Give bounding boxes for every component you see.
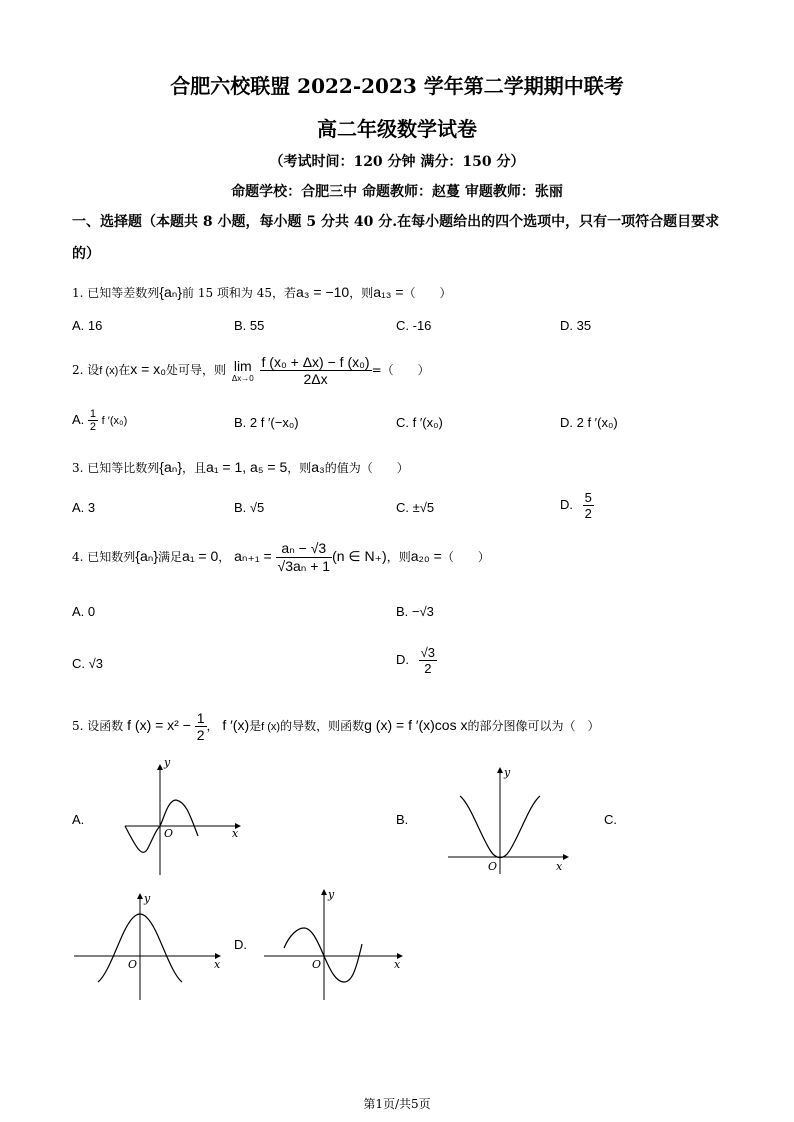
graph-d-curve xyxy=(284,928,362,982)
graph-c xyxy=(70,890,225,1005)
q1-option-b: B. 55 xyxy=(234,318,265,333)
q4-option-c: C. √3 xyxy=(72,656,103,671)
question-2 xyxy=(72,354,430,387)
q1-ask: a₁₃ = xyxy=(373,284,404,300)
q4-text: 已知数列 xyxy=(87,550,136,564)
exam-title: 合肥六校联盟 2022-2023 学年第二学期期中联考 xyxy=(170,74,624,98)
question-3 xyxy=(72,459,409,476)
graph-a-y-label: y xyxy=(164,760,171,769)
q2-fraction xyxy=(260,354,372,387)
q1-condition: a₃ = −10 xyxy=(296,284,350,300)
graph-b-x-label: x xyxy=(556,860,563,873)
q3-option-a: A. 3 xyxy=(72,500,96,515)
graph-b-y-label: y xyxy=(504,766,511,779)
q5-option-a-label: A. xyxy=(72,812,85,827)
exam-info: （考试时间：120 分钟 满分：150 分） xyxy=(269,154,525,170)
graph-d-x-label: x xyxy=(394,958,401,971)
q2-number: 2. xyxy=(72,363,84,377)
q2-opt-a-tail: f ′(x₀) xyxy=(101,414,128,427)
graph-d xyxy=(262,886,407,1004)
graph-c-y-label: y xyxy=(144,892,151,905)
q3-text: ，则 xyxy=(287,461,312,475)
page-footer: 第1页/共5页 xyxy=(363,1097,431,1111)
q4-paren: （ ） xyxy=(441,550,490,564)
q3-condition: a₁ = 1, a₅ = 5 xyxy=(206,459,288,475)
q2-x0: x = x₀ xyxy=(130,361,167,377)
q3-text: 的值为（ ） xyxy=(324,461,409,475)
q3-option-b: B. √5 xyxy=(234,500,265,515)
q1-option-d: D. 35 xyxy=(560,318,592,333)
q3-text: 已知等比数列 xyxy=(87,461,160,475)
q2-option-b: B. 2 f ′(−x₀) xyxy=(234,415,299,430)
q1-option-c: C. -16 xyxy=(396,318,432,333)
q4-sep: ， xyxy=(218,550,231,564)
q2-limit xyxy=(232,358,254,383)
q3-opt-d-num: 5 xyxy=(584,490,592,505)
question-4 xyxy=(72,540,490,575)
q3-option-d xyxy=(560,490,594,521)
graph-c-origin: O xyxy=(128,958,138,971)
q5-fprime: f ′(x) xyxy=(222,717,250,733)
graph-b xyxy=(444,764,574,879)
q1-text: 已知等差数列 xyxy=(87,286,160,300)
q4-text: ，则 xyxy=(386,550,411,564)
q5-option-d-label: D. xyxy=(234,937,247,952)
q2-text: 设 xyxy=(87,363,100,377)
q3-seq: {aₙ} xyxy=(159,459,183,475)
q4-lhs: aₙ₊₁ = xyxy=(234,548,272,564)
q2-opt-a-label: A. xyxy=(72,411,85,427)
q1-text: ，则 xyxy=(349,286,374,300)
q2-eq: =（ ） xyxy=(371,363,430,377)
q4-opt-d-num: √3 xyxy=(420,645,435,660)
q4-option-d xyxy=(396,645,437,676)
q5-sep: ， xyxy=(206,719,219,733)
q1-text: 前 15 项和为 45，若 xyxy=(182,286,296,300)
q2-numerator: f (x₀ + Δx) − f (x₀) xyxy=(261,354,370,370)
q2-denominator: 2Δx xyxy=(303,371,328,387)
q2-text: 处可导，则 xyxy=(166,363,227,377)
q5-gx: g (x) = f ′(x)cos x xyxy=(364,717,468,733)
q4-opt-d-den: 2 xyxy=(424,661,432,676)
q5-text: 的部分图像可以为（ ） xyxy=(467,719,600,733)
q5-func: f (x) = x² − xyxy=(127,717,191,733)
q2-option-d: D. 2 f ′(x₀) xyxy=(560,415,618,430)
q5-option-c-label: C. xyxy=(604,812,617,827)
q3-option-c: C. ±√5 xyxy=(396,500,435,515)
q5-frac xyxy=(195,710,207,743)
q1-option-a: A. 16 xyxy=(72,318,103,333)
graph-a-origin: O xyxy=(164,827,174,840)
q2-opt-a-num: 1 xyxy=(89,408,97,420)
q5-option-b-label: B. xyxy=(396,812,409,827)
q4-fraction xyxy=(276,540,333,575)
q4-number: 4. xyxy=(72,550,84,564)
q1-number: 1. xyxy=(72,286,84,300)
q2-opt-a-frac xyxy=(88,408,98,433)
q4-seq: {aₙ} xyxy=(135,548,159,564)
exam-authors: 命题学校：合肥三中 命题教师：赵蔓 审题教师：张丽 xyxy=(231,184,563,200)
q3-number: 3. xyxy=(72,461,84,475)
q2-lim: lim xyxy=(233,358,252,374)
q4-domain: (n ∈ N₊) xyxy=(332,548,387,564)
q3-opt-d-label: D. xyxy=(560,496,573,512)
graph-d-origin: O xyxy=(312,958,322,971)
question-5 xyxy=(72,710,599,743)
q3-text: ，且 xyxy=(182,461,207,475)
q4-ask: a₂₀ = xyxy=(410,548,442,564)
q4-option-b: B. −√3 xyxy=(396,604,434,619)
graph-c-x-label: x xyxy=(214,958,221,971)
graph-a-x-label: x xyxy=(232,827,239,840)
q2-text: 在 xyxy=(118,363,131,377)
exam-subtitle: 高二年级数学试卷 xyxy=(317,117,477,141)
q4-opt-d-frac xyxy=(419,645,437,676)
q2-opt-a-den: 2 xyxy=(89,421,97,433)
q3-opt-d-frac xyxy=(583,490,594,521)
q4-text: 满足 xyxy=(158,550,183,564)
q4-option-a: A. 0 xyxy=(72,604,96,619)
graph-d-y-label: y xyxy=(328,888,335,901)
q2-option-c: C. f ′(x₀) xyxy=(396,415,443,430)
section-heading: 一、选择题（本题共 8 小题，每小题 5 分共 40 分.在每小题给出的四个选项中，只有一项符合题目要求的） xyxy=(72,214,720,262)
q1-paren: （ ） xyxy=(403,286,452,300)
q4-denominator: √3aₙ + 1 xyxy=(277,558,331,574)
question-1 xyxy=(72,284,452,301)
q5-frac-num: 1 xyxy=(196,710,205,726)
graph-a xyxy=(120,760,250,880)
q5-text: 是 xyxy=(249,719,262,733)
q4-opt-d-label: D. xyxy=(396,651,409,667)
graph-b-origin: O xyxy=(488,860,498,873)
q5-text: 设函数 xyxy=(87,719,124,733)
q5-text: 的导数，则函数 xyxy=(280,719,365,733)
q1-seq: {aₙ} xyxy=(159,284,183,300)
q5-frac-den: 2 xyxy=(196,727,205,743)
q4-cond1: a₁ = 0 xyxy=(182,548,219,564)
q3-opt-d-den: 2 xyxy=(584,506,592,521)
q2-option-a xyxy=(72,408,127,433)
q5-number: 5. xyxy=(72,719,84,733)
q4-numerator: aₙ − √3 xyxy=(276,540,333,558)
q5-fx: f (x) xyxy=(261,721,281,733)
q2-fx: f (x) xyxy=(99,365,119,377)
q2-lim-sub: Δx→0 xyxy=(231,374,254,383)
q3-ask: a₃ xyxy=(311,459,325,475)
